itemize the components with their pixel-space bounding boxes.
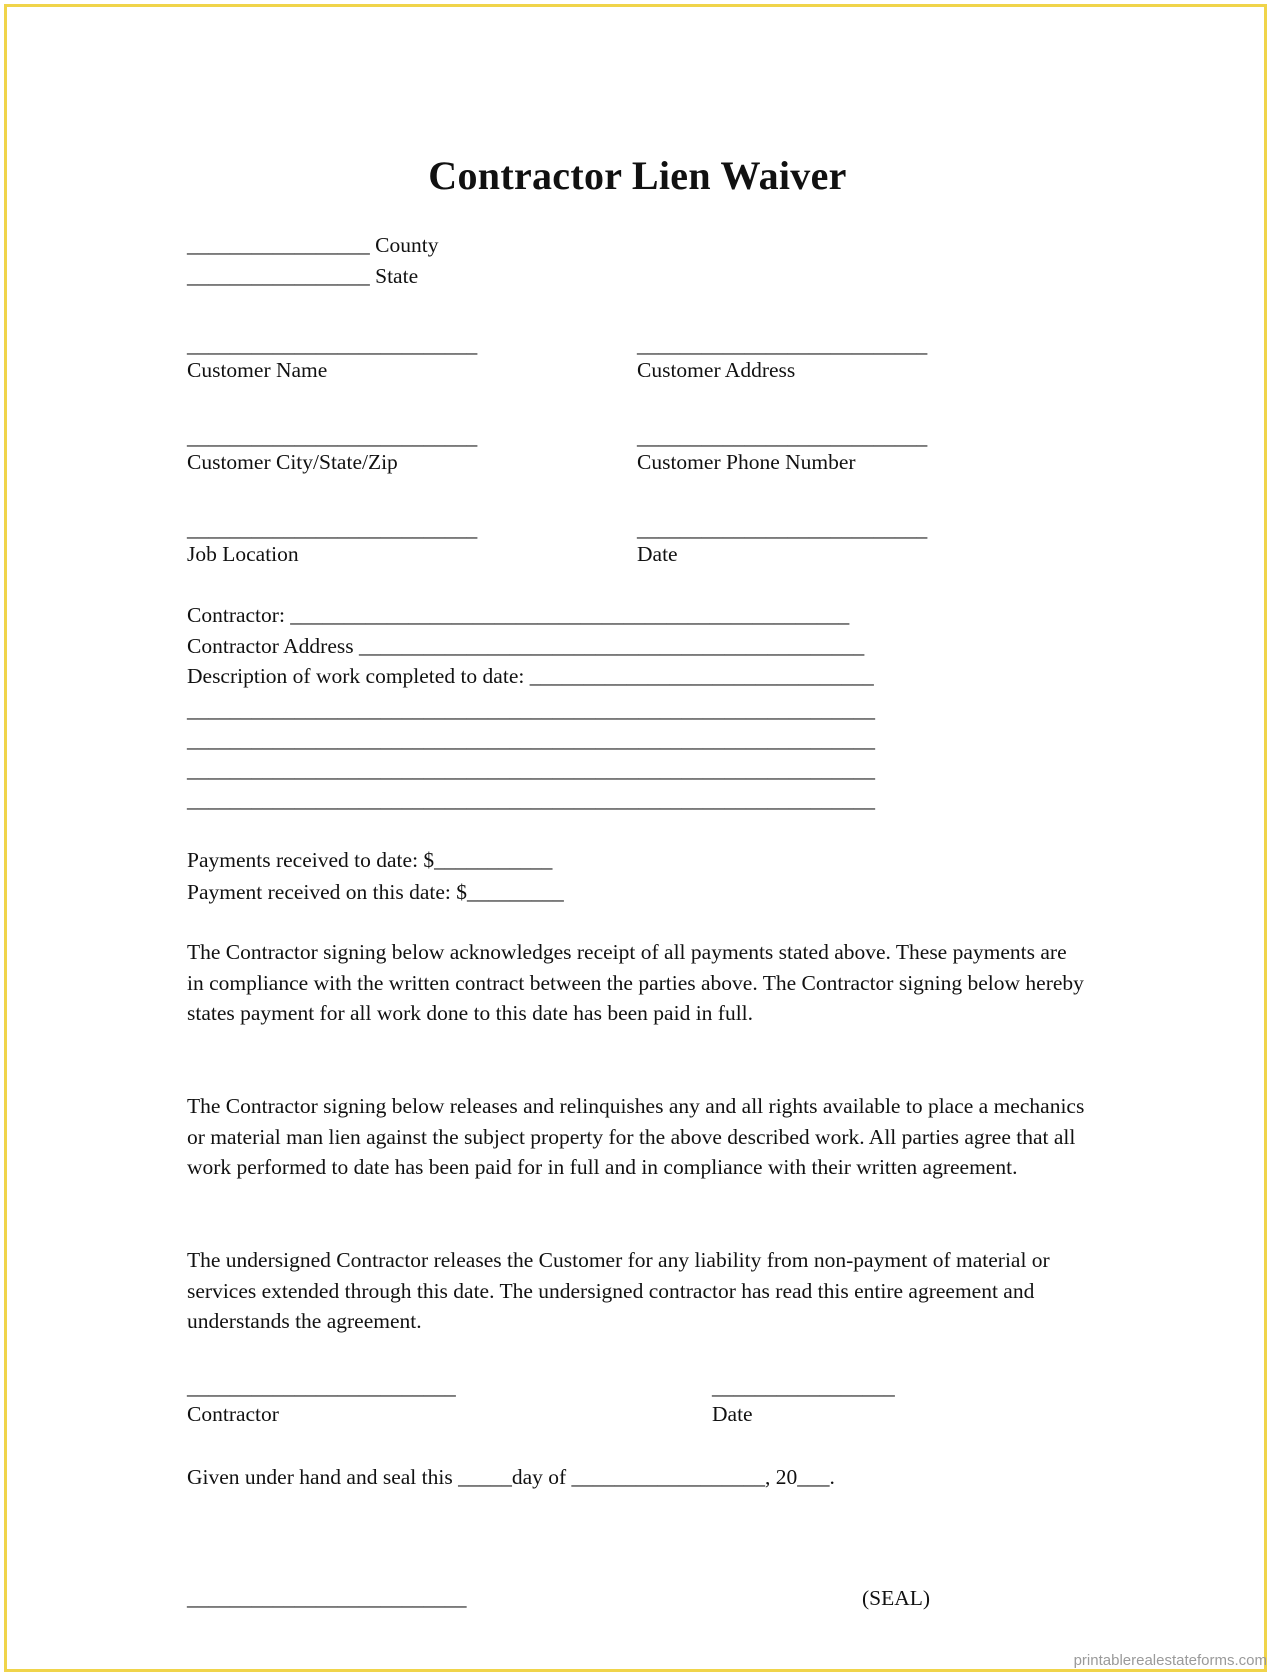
description-blank: ________________________________________________________________ (187, 698, 875, 722)
payment-this-date: Payment received on this date: $_________ (187, 880, 564, 904)
description-blank: ________________________________________________________________ (187, 788, 875, 812)
customer-name-blank: ___________________________ (187, 333, 478, 357)
release-paragraph: The Contractor signing below releases and relinquishes any and all rights available to place a mechanics or material man lien against the subject property for the above described work. All parties agree that all work performed to date has been paid for in full and in compliance with their written agreement. (187, 1094, 1085, 1179)
customer-address-blank: ___________________________ (637, 333, 928, 357)
description-blank: ________________________________________________________________ (187, 758, 875, 782)
date-label: Date (637, 542, 678, 566)
contractor-signature-blank: _________________________ (187, 1375, 456, 1399)
customer-city-label: Customer City/State/Zip (187, 450, 398, 474)
description-line: Description of work completed to date: ________________________________ (187, 664, 874, 688)
customer-name-label: Customer Name (187, 358, 328, 382)
contractor-address-line: Contractor Address _______________________________________________ (187, 634, 865, 658)
signature-date-blank: _________________ (712, 1375, 895, 1399)
county-line: _________________ County (187, 233, 439, 257)
customer-city-blank: ___________________________ (187, 425, 478, 449)
acknowledgement-paragraph: The Contractor signing below acknowledges receipt of all payments stated above. These payments are in compliance with the written contract between the parties above. The Contractor signing below hereby states payment for all work done to this date has been paid in full. (187, 940, 1084, 1025)
liability-paragraph: The undersigned Contractor releases the Customer for any liability from non-payment of material or services extended through this date. The undersigned contractor has read this entire agreement and understands the agreement. (187, 1248, 1050, 1333)
customer-phone-label: Customer Phone Number (637, 450, 856, 474)
seal-label: (SEAL) (862, 1586, 931, 1610)
contractor-signature-label: Contractor (187, 1402, 279, 1426)
customer-phone-blank: ___________________________ (637, 425, 928, 449)
state-line: _________________ State (187, 264, 419, 288)
description-blank: ________________________________________________________________ (187, 728, 875, 752)
job-location-label: Job Location (187, 542, 299, 566)
contractor-line: Contractor: ____________________________________________________ (187, 603, 850, 627)
payments-to-date: Payments received to date: $___________ (187, 848, 553, 872)
given-under-hand-line: Given under hand and seal this _____day of __________________, 20___. (187, 1465, 835, 1489)
watermark-text: printablerealestateforms.com (1073, 1652, 1267, 1669)
seal-signature-blank: __________________________ (187, 1586, 467, 1610)
job-location-blank: ___________________________ (187, 517, 478, 541)
customer-address-label: Customer Address (637, 358, 796, 382)
signature-date-label: Date (712, 1402, 753, 1426)
document-title: Contractor Lien Waiver (428, 153, 847, 198)
date-blank: ___________________________ (637, 517, 928, 541)
